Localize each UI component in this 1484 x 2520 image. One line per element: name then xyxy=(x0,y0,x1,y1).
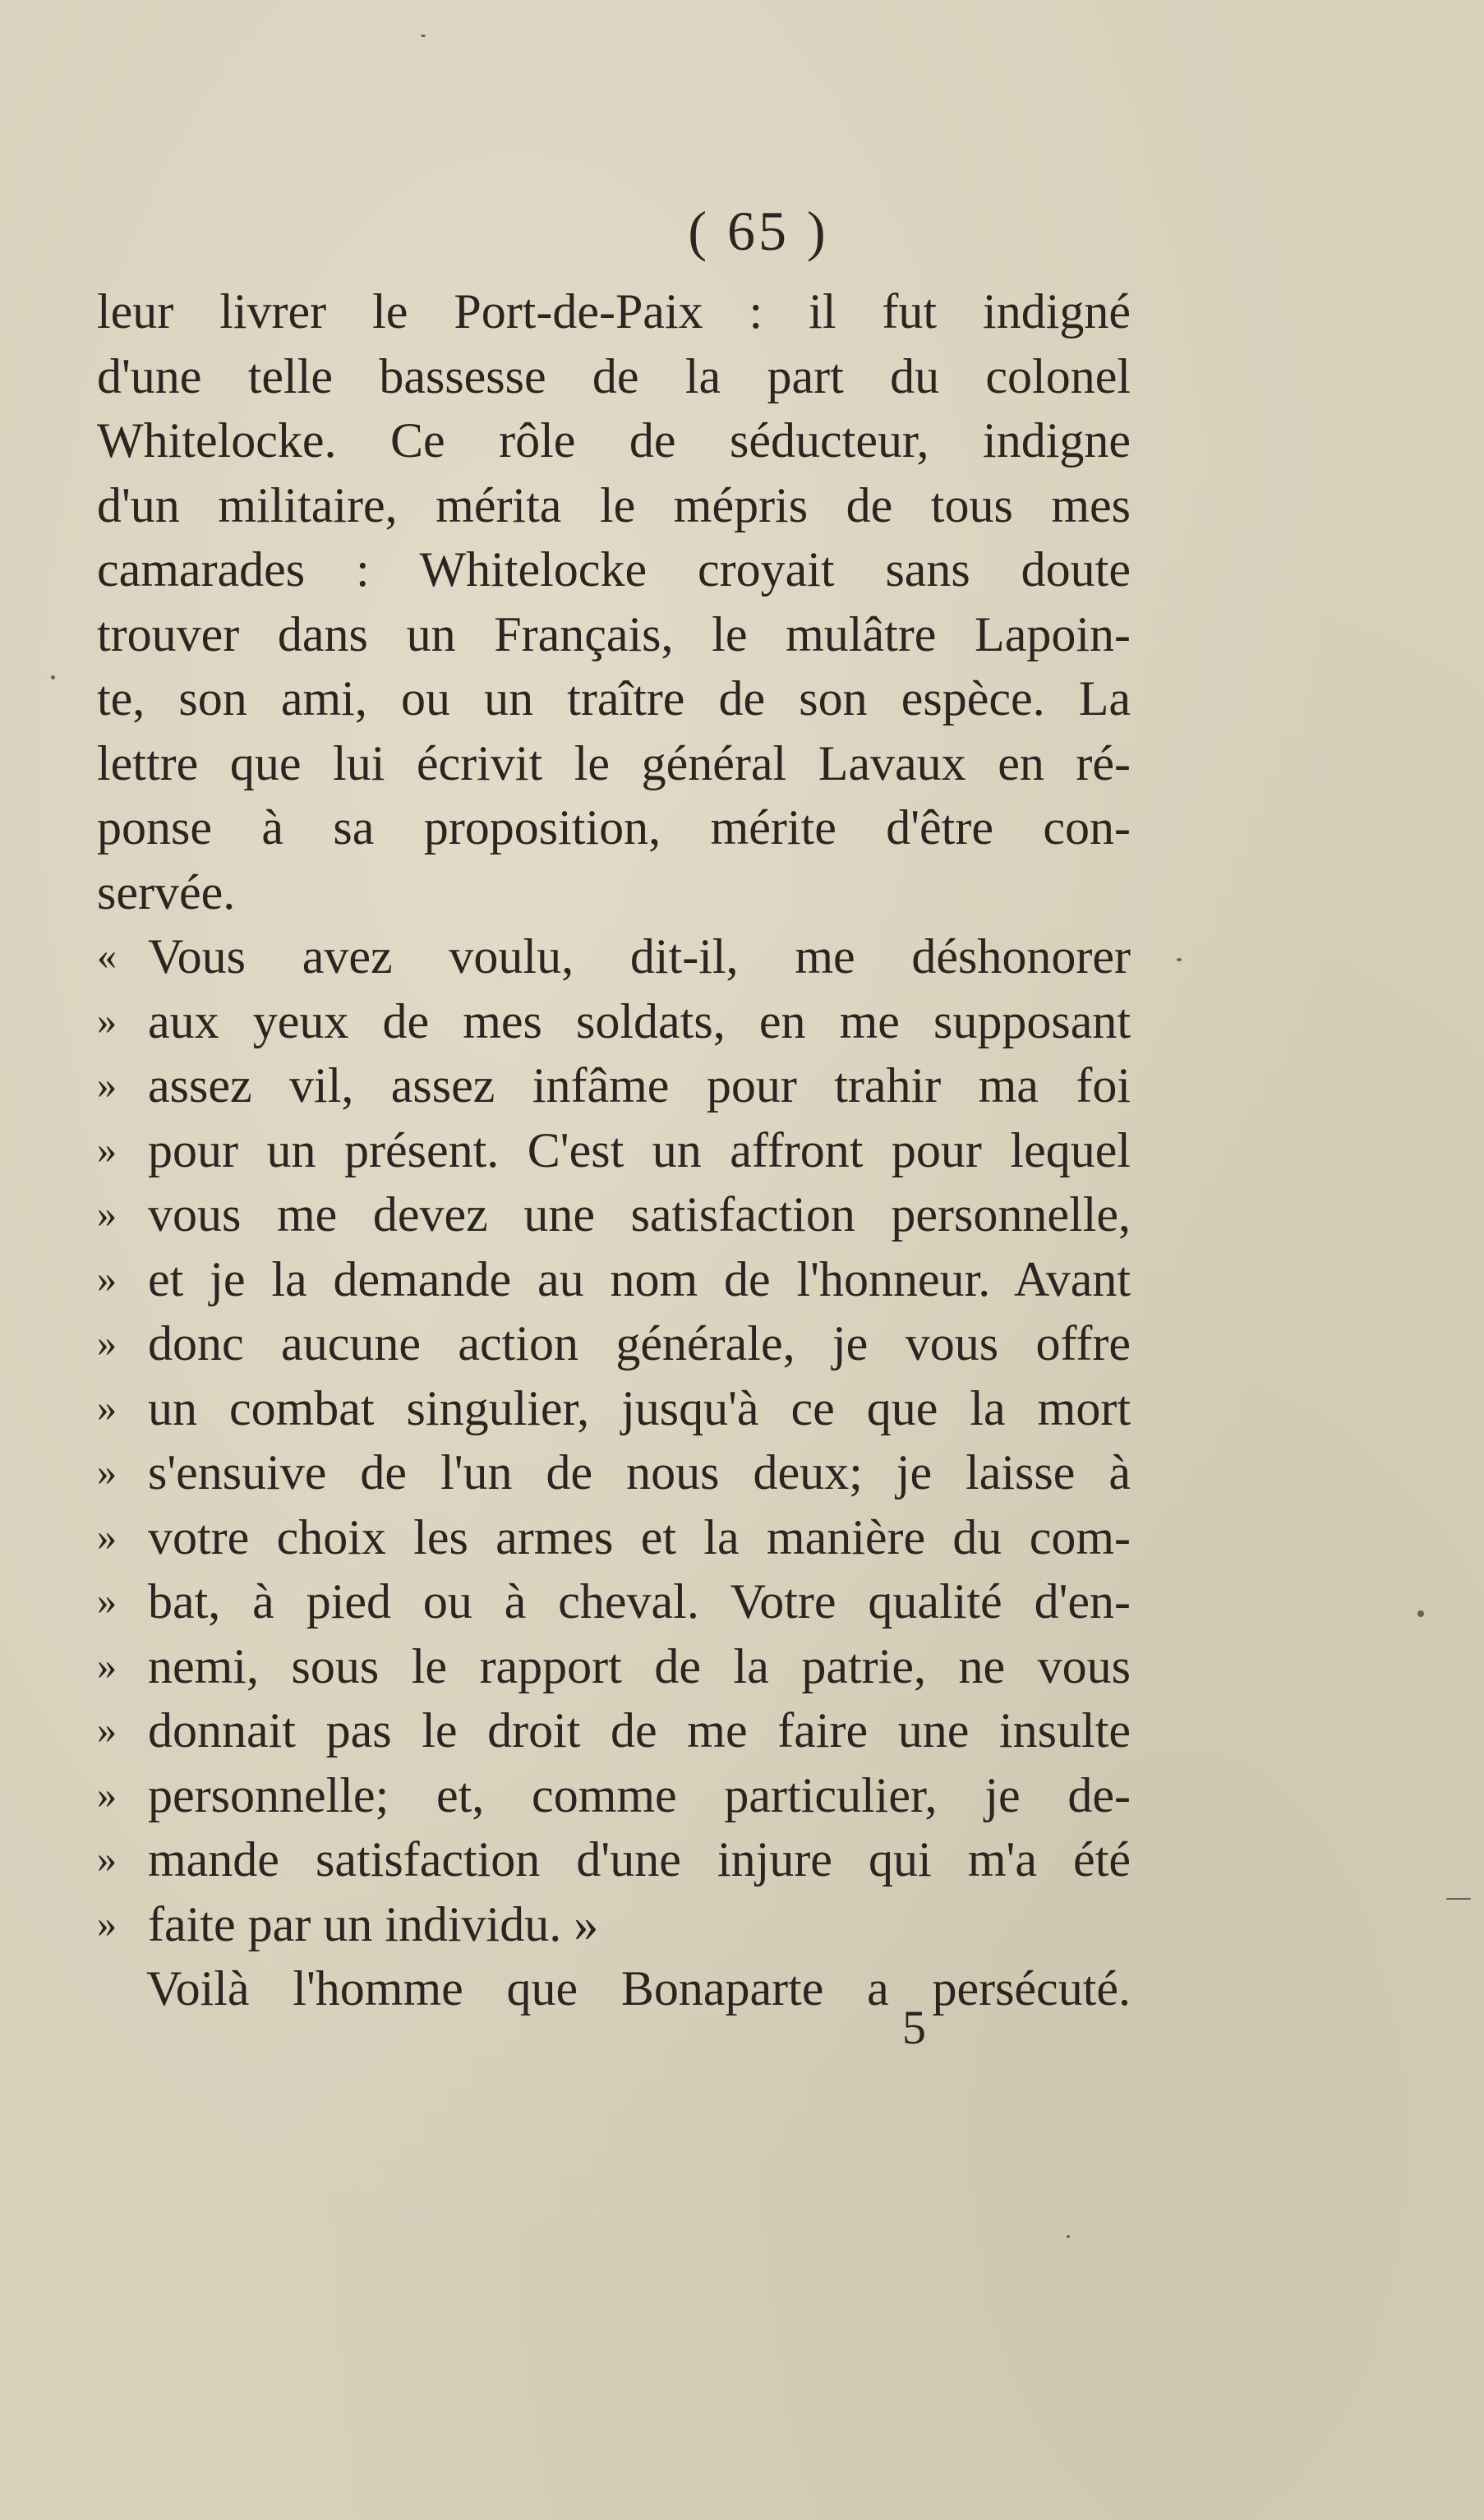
text-line: servée. xyxy=(97,864,236,919)
continuation-guillemet: » xyxy=(97,1643,117,1688)
page-body xyxy=(97,279,1131,2021)
continuation-guillemet: » xyxy=(97,1450,117,1494)
quote-line xyxy=(97,1892,1131,1957)
paper-speck xyxy=(1446,1898,1471,1900)
quote-line xyxy=(97,989,1131,1054)
closing-line: Voilà l'homme que Bonaparte a persécuté. xyxy=(146,1961,1131,2016)
continuation-guillemet: » xyxy=(97,1321,117,1365)
paper-speck xyxy=(1177,958,1182,961)
quote-text: assez vil, assez infâme pour trahir ma foi xyxy=(148,1058,1131,1113)
continuation-guillemet: » xyxy=(97,1708,117,1752)
page-number-header: ( 65 ) xyxy=(688,200,829,262)
continuation-guillemet: » xyxy=(97,1901,117,1946)
continuation-guillemet: » xyxy=(97,1063,117,1107)
quote-text: mande satisfaction d'une injure qui m'a été xyxy=(148,1832,1131,1887)
continuation-guillemet: » xyxy=(97,1772,117,1817)
quote-text: un combat singulier, jusqu'à ce que la mort xyxy=(148,1380,1131,1435)
quote-text: donc aucune action générale, je vous offre xyxy=(148,1316,1131,1371)
text-line: d'une telle bassesse de la part du colonel xyxy=(97,348,1131,403)
text-line: trouver dans un Français, le mulâtre Lapoin- xyxy=(97,606,1131,661)
continuation-guillemet: » xyxy=(97,1514,117,1559)
continuation-guillemet: » xyxy=(97,1256,117,1301)
continuation-guillemet: » xyxy=(97,1127,117,1172)
quote-text: aux yeux de mes soldats, en me supposant xyxy=(148,993,1131,1048)
quote-line xyxy=(97,1182,1131,1247)
quote-line xyxy=(97,1827,1131,1892)
continuation-guillemet: » xyxy=(97,1192,117,1236)
paper-speck xyxy=(421,35,426,37)
quote-text: nemi, sous le rapport de la patrie, ne vous xyxy=(148,1638,1131,1693)
text-line: te, son ami, ou un traître de son espèce. La xyxy=(97,671,1131,726)
continuation-guillemet: » xyxy=(97,998,117,1043)
opening-guillemet: « xyxy=(97,934,117,978)
quote-line xyxy=(97,1118,1131,1183)
paper-speck xyxy=(1417,1610,1424,1617)
text-line: camarades : Whitelocke croyait sans doute xyxy=(97,542,1131,597)
quote-line xyxy=(97,1698,1131,1763)
quote-text: bat, à pied ou à cheval. Votre qualité d'en- xyxy=(148,1574,1131,1629)
quote-text: donnait pas le droit de me faire une insulte xyxy=(148,1703,1131,1758)
quote-text: Vous avez voulu, dit-il, me déshonorer xyxy=(148,929,1131,984)
text-line: leur livrer le Port-de-Paix : il fut indigné xyxy=(97,284,1131,339)
signature-mark: 5 xyxy=(902,2001,926,2054)
quote-line xyxy=(97,924,1131,989)
text-line: ponse à sa proposition, mérite d'être con- xyxy=(97,800,1131,855)
quote-line xyxy=(97,1505,1131,1570)
quote-line xyxy=(97,1311,1131,1376)
quote-line xyxy=(97,1569,1131,1634)
continuation-guillemet: » xyxy=(97,1579,117,1623)
continuation-guillemet: » xyxy=(97,1385,117,1430)
paper-speck xyxy=(1067,2235,1070,2238)
text-line: d'un militaire, mérita le mépris de tous mes xyxy=(97,477,1131,532)
quote-text: et je la demande au nom de l'honneur. Avant xyxy=(148,1251,1131,1306)
quote-line xyxy=(97,1440,1131,1505)
quote-text: s'ensuive de l'un de nous deux; je laisse à xyxy=(148,1445,1131,1500)
quote-text: faite par un individu. » xyxy=(148,1896,599,1951)
quote-line xyxy=(97,1763,1131,1828)
quote-line xyxy=(97,1247,1131,1312)
quote-line xyxy=(97,1053,1131,1118)
continuation-guillemet: » xyxy=(97,1837,117,1881)
quote-text: pour un présent. C'est un affront pour lequel xyxy=(148,1122,1131,1177)
quote-line xyxy=(97,1634,1131,1699)
quote-line xyxy=(97,1376,1131,1441)
paper-speck xyxy=(51,675,55,680)
text-line: lettre que lui écrivit le général Lavaux en ré- xyxy=(97,735,1131,790)
quote-text: vous me devez une satisfaction personnelle, xyxy=(148,1187,1131,1242)
quote-text: votre choix les armes et la manière du com- xyxy=(148,1509,1131,1564)
quote-text: personnelle; et, comme particulier, je de- xyxy=(148,1767,1131,1822)
text-line: Whitelocke. Ce rôle de séducteur, indigne xyxy=(97,413,1131,468)
